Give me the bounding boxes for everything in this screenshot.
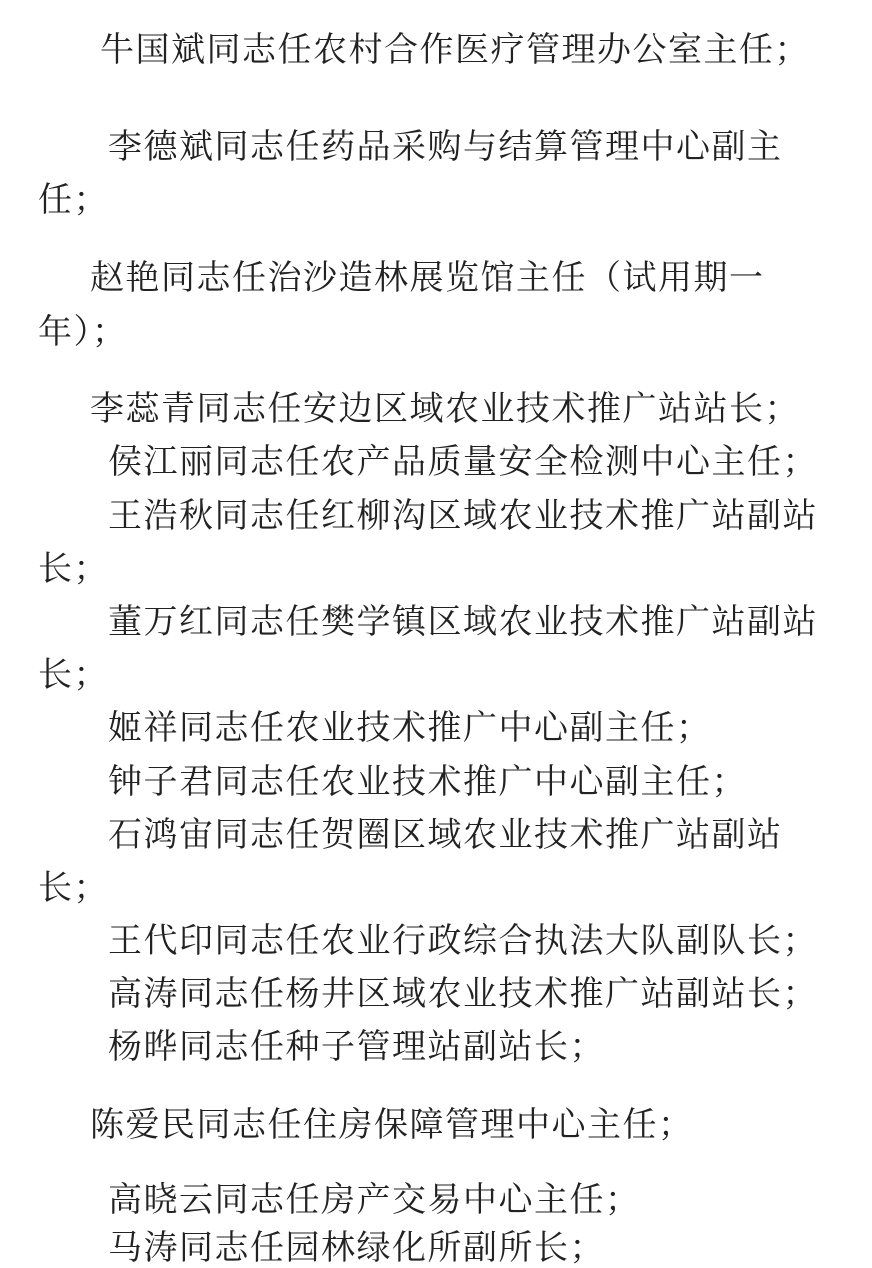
text-line: 年）； (38, 312, 128, 352)
text-line: 姬祥同志任农业技术推广中心副主任； (108, 708, 712, 748)
text-line: 长； (38, 655, 109, 695)
text-line: 陈爱民同志任住房保障管理中心主任； (90, 1105, 694, 1145)
text-line: 李德斌同志任药品采购与结算管理中心副主 (108, 127, 783, 167)
text-line: 侯江丽同志任农产品质量安全检测中心主任； (108, 442, 818, 482)
text-line: 高涛同志任杨井区域农业技术推广站副站长； (108, 974, 818, 1014)
text-line: 牛国斌同志任农村合作医疗管理办公室主任； (100, 30, 810, 70)
text-line: 王代印同志任农业行政综合执法大队副队长； (108, 921, 818, 961)
text-line: 长； (38, 868, 109, 908)
text-line: 杨晔同志任种子管理站副站长； (108, 1027, 605, 1067)
text-line: 赵艳同志任治沙造林展览馆主任（试用期一 (90, 258, 765, 298)
text-line: 长； (38, 549, 109, 589)
text-line: 董万红同志任樊学镇区域农业技术推广站副站 (108, 602, 818, 642)
text-line: 石鸿宙同志任贺圈区域农业技术推广站副站 (108, 815, 783, 855)
text-line: 钟子君同志任农业技术推广中心副主任； (108, 762, 747, 802)
text-line: 马涛同志任园林绿化所副所长； (108, 1228, 605, 1268)
text-line: 李蕊青同志任安边区域农业技术推广站站长； (90, 389, 800, 429)
text-line: 王浩秋同志任红柳沟区域农业技术推广站副站 (108, 496, 818, 536)
text-line: 高晓云同志任房产交易中心主任； (108, 1180, 641, 1220)
text-line: 任； (38, 180, 109, 220)
